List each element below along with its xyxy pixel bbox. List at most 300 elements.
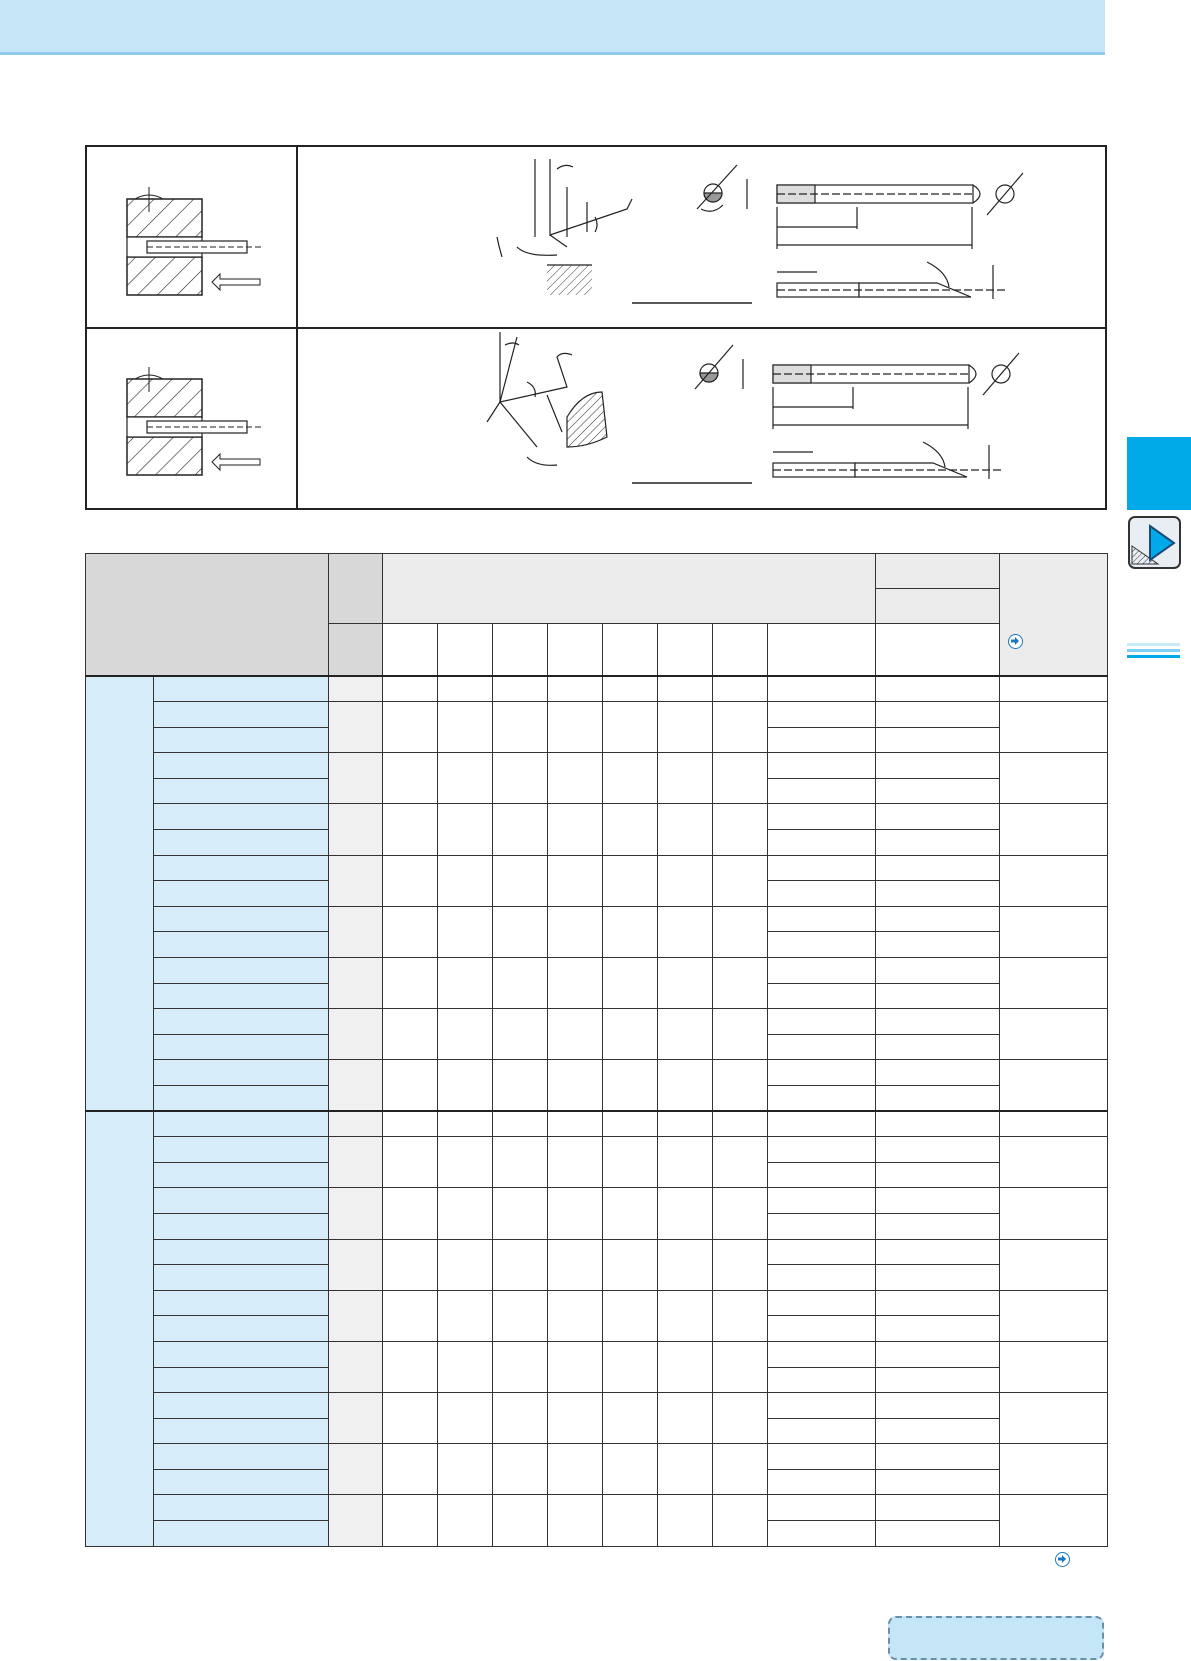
data-cell <box>383 753 438 804</box>
data-cell <box>768 1469 876 1495</box>
data-cell <box>493 1111 548 1137</box>
holder-cell <box>1000 702 1108 753</box>
table-row <box>86 804 1108 830</box>
table-row <box>86 676 1108 702</box>
data-cell <box>548 1290 603 1341</box>
data-cell <box>603 1444 658 1495</box>
data-cell <box>768 727 876 753</box>
data-cell <box>603 906 658 957</box>
data-cell <box>768 1367 876 1393</box>
holder-cell <box>1000 906 1108 957</box>
holder-cell <box>1000 804 1108 855</box>
data-cell <box>383 1009 438 1060</box>
tool-views-1 <box>697 165 1023 299</box>
header-dim-col <box>658 624 713 676</box>
data-cell <box>438 676 493 702</box>
data-cell <box>548 676 603 702</box>
sub-item-cell <box>154 702 329 728</box>
data-cell <box>658 676 713 702</box>
data-cell <box>768 753 876 779</box>
data-cell <box>383 676 438 702</box>
data-cell <box>768 932 876 958</box>
grade-cell <box>329 1239 383 1290</box>
workpiece-drawing-1 <box>127 187 262 295</box>
data-cell <box>658 906 713 957</box>
data-cell <box>548 1239 603 1290</box>
data-cell <box>493 1009 548 1060</box>
data-cell <box>658 1111 713 1137</box>
data-cell <box>713 1495 768 1547</box>
data-cell <box>603 702 658 753</box>
tool-drawings <box>87 147 1105 508</box>
grade-cell <box>329 1188 383 1239</box>
sub-item-cell <box>154 1239 329 1265</box>
data-cell <box>383 958 438 1009</box>
data-cell <box>876 1162 1000 1188</box>
header-stock <box>876 554 1000 589</box>
data-cell <box>493 753 548 804</box>
data-cell <box>493 1341 548 1392</box>
data-cell <box>438 1495 493 1547</box>
tip-detail-2 <box>487 332 752 483</box>
data-cell <box>383 1495 438 1547</box>
data-cell <box>493 1290 548 1341</box>
header-dim-col <box>383 624 438 676</box>
grade-cell <box>329 1111 383 1137</box>
data-cell <box>438 1393 493 1444</box>
data-cell <box>658 753 713 804</box>
header-stock-sub <box>876 589 1000 624</box>
data-cell <box>768 676 876 702</box>
play-triangle-icon[interactable] <box>1128 516 1181 569</box>
data-cell <box>768 881 876 907</box>
data-cell <box>383 906 438 957</box>
data-cell <box>876 1085 1000 1111</box>
data-cell <box>438 1290 493 1341</box>
sub-item-cell <box>154 1367 329 1393</box>
data-cell <box>383 1341 438 1392</box>
data-cell <box>876 753 1000 779</box>
sub-item-cell <box>154 855 329 881</box>
data-cell <box>768 1290 876 1316</box>
data-cell <box>438 702 493 753</box>
data-cell <box>768 958 876 984</box>
arrow-right-circle-icon[interactable] <box>1008 634 1023 649</box>
tip-detail-1 <box>497 159 752 303</box>
data-cell <box>383 1393 438 1444</box>
sub-item-cell <box>154 932 329 958</box>
data-cell <box>438 1239 493 1290</box>
data-cell <box>876 702 1000 728</box>
data-cell <box>876 855 1000 881</box>
grade-cell <box>329 753 383 804</box>
sub-item-cell <box>154 1393 329 1419</box>
header-dim-col <box>493 624 548 676</box>
data-cell <box>768 778 876 804</box>
sub-item-cell <box>154 1521 329 1547</box>
grade-cell <box>329 1393 383 1444</box>
group-b-label <box>86 1111 154 1546</box>
data-cell <box>713 1341 768 1392</box>
data-cell <box>438 1137 493 1188</box>
data-cell <box>768 983 876 1009</box>
sub-item-cell <box>154 1009 329 1035</box>
data-cell <box>548 906 603 957</box>
sub-item-cell <box>154 906 329 932</box>
data-cell <box>768 1060 876 1086</box>
data-cell <box>713 1188 768 1239</box>
holder-cell <box>1000 1239 1108 1290</box>
grade-cell <box>329 804 383 855</box>
data-cell <box>548 1341 603 1392</box>
data-cell <box>713 1444 768 1495</box>
table-row <box>86 1239 1108 1265</box>
table-row <box>86 906 1108 932</box>
data-cell <box>713 1060 768 1111</box>
data-cell <box>493 1239 548 1290</box>
grade-cell <box>329 676 383 702</box>
data-cell <box>658 1495 713 1547</box>
sub-item-cell <box>154 1495 329 1521</box>
data-cell <box>603 1495 658 1547</box>
sub-item-cell <box>154 1111 329 1137</box>
data-cell <box>493 906 548 957</box>
grade-cell <box>329 906 383 957</box>
table-row <box>86 1111 1108 1137</box>
data-cell <box>548 1444 603 1495</box>
data-cell <box>876 1290 1000 1316</box>
sub-item-cell <box>154 1060 329 1086</box>
data-cell <box>876 932 1000 958</box>
holder-cell <box>1000 1060 1108 1111</box>
data-cell <box>713 1137 768 1188</box>
data-cell <box>438 1111 493 1137</box>
table-row <box>86 1009 1108 1035</box>
data-cell <box>713 676 768 702</box>
sub-item-cell <box>154 1341 329 1367</box>
data-cell <box>658 1137 713 1188</box>
data-cell <box>383 1060 438 1111</box>
data-cell <box>876 778 1000 804</box>
header-dim-col <box>713 624 768 676</box>
data-cell <box>876 1009 1000 1035</box>
sub-item-cell <box>154 753 329 779</box>
sub-item-cell <box>154 1316 329 1342</box>
grade-cell <box>329 1444 383 1495</box>
data-cell <box>493 804 548 855</box>
data-cell <box>768 1495 876 1521</box>
data-cell <box>876 1444 1000 1470</box>
data-cell <box>713 958 768 1009</box>
data-cell <box>876 1418 1000 1444</box>
data-cell <box>493 702 548 753</box>
data-cell <box>383 1188 438 1239</box>
header-dimensions <box>383 554 876 624</box>
data-cell <box>658 1060 713 1111</box>
data-cell <box>768 804 876 830</box>
sub-item-cell <box>154 676 329 702</box>
data-cell <box>876 676 1000 702</box>
data-cell <box>876 958 1000 984</box>
data-cell <box>713 702 768 753</box>
table-row <box>86 753 1108 779</box>
data-cell <box>876 1393 1000 1419</box>
header-stock-col <box>876 624 1000 676</box>
data-cell <box>383 855 438 906</box>
header-grade <box>329 554 383 624</box>
sub-item-cell <box>154 1418 329 1444</box>
data-cell <box>438 958 493 1009</box>
table-row <box>86 1495 1108 1521</box>
data-cell <box>1000 1111 1108 1137</box>
data-cell <box>548 855 603 906</box>
data-cell <box>493 1137 548 1188</box>
data-cell <box>603 1060 658 1111</box>
holder-cell <box>1000 1188 1108 1239</box>
data-cell <box>876 1316 1000 1342</box>
holder-cell <box>1000 1495 1108 1547</box>
data-cell <box>713 1239 768 1290</box>
data-cell <box>713 855 768 906</box>
next-page-arrow-icon[interactable] <box>1055 1552 1070 1567</box>
header-dim-col <box>548 624 603 676</box>
data-cell <box>876 881 1000 907</box>
data-cell <box>876 906 1000 932</box>
data-cell <box>876 1367 1000 1393</box>
data-cell <box>383 804 438 855</box>
data-cell <box>383 1137 438 1188</box>
data-cell <box>1000 676 1108 702</box>
data-cell <box>768 1137 876 1163</box>
grade-cell <box>329 1060 383 1111</box>
data-cell <box>876 1469 1000 1495</box>
data-cell <box>603 1137 658 1188</box>
sub-item-cell <box>154 727 329 753</box>
sub-item-cell <box>154 1085 329 1111</box>
data-cell <box>383 1111 438 1137</box>
data-cell <box>493 958 548 1009</box>
data-cell <box>768 1521 876 1547</box>
grade-cell <box>329 1495 383 1547</box>
data-cell <box>876 1265 1000 1291</box>
grade-cell <box>329 1290 383 1341</box>
data-cell <box>548 1188 603 1239</box>
data-cell <box>713 1111 768 1137</box>
data-cell <box>876 1239 1000 1265</box>
holder-cell <box>1000 1393 1108 1444</box>
sub-item-cell <box>154 1034 329 1060</box>
sub-item-cell <box>154 958 329 984</box>
data-cell <box>603 753 658 804</box>
data-cell <box>658 855 713 906</box>
workpiece-drawing-2 <box>127 367 262 475</box>
table-row <box>86 1188 1108 1214</box>
table-row <box>86 958 1108 984</box>
data-cell <box>438 1341 493 1392</box>
data-cell <box>548 1495 603 1547</box>
data-cell <box>493 1495 548 1547</box>
data-cell <box>658 1341 713 1392</box>
data-cell <box>876 804 1000 830</box>
sub-item-cell <box>154 804 329 830</box>
data-cell <box>876 1521 1000 1547</box>
header-grade-sub <box>329 624 383 676</box>
data-cell <box>768 906 876 932</box>
data-cell <box>876 983 1000 1009</box>
data-cell <box>768 855 876 881</box>
data-cell <box>658 958 713 1009</box>
sub-item-cell <box>154 778 329 804</box>
data-cell <box>603 1290 658 1341</box>
data-cell <box>603 1341 658 1392</box>
data-cell <box>438 906 493 957</box>
data-cell <box>876 1137 1000 1163</box>
data-cell <box>493 1444 548 1495</box>
tool-views-2 <box>695 345 1019 479</box>
data-cell <box>603 1111 658 1137</box>
data-cell <box>768 1009 876 1035</box>
data-cell <box>658 804 713 855</box>
data-cell <box>383 702 438 753</box>
data-cell <box>438 855 493 906</box>
sub-item-cell <box>154 1290 329 1316</box>
data-cell <box>876 1213 1000 1239</box>
data-cell <box>713 753 768 804</box>
data-cell <box>603 1239 658 1290</box>
data-cell <box>876 1341 1000 1367</box>
data-cell <box>603 958 658 1009</box>
data-cell <box>768 1444 876 1470</box>
holder-cell <box>1000 855 1108 906</box>
data-cell <box>548 753 603 804</box>
sub-item-cell <box>154 1162 329 1188</box>
data-cell <box>768 702 876 728</box>
data-cell <box>876 1188 1000 1214</box>
data-cell <box>768 1418 876 1444</box>
data-cell <box>548 804 603 855</box>
data-cell <box>493 1393 548 1444</box>
data-cell <box>383 1239 438 1290</box>
data-cell <box>493 676 548 702</box>
holder-cell <box>1000 753 1108 804</box>
header-dim-col-wide <box>768 624 876 676</box>
data-cell <box>876 830 1000 856</box>
data-cell <box>493 1188 548 1239</box>
data-cell <box>493 855 548 906</box>
tool-illustration-frame <box>85 145 1107 510</box>
grade-cell <box>329 702 383 753</box>
data-cell <box>548 1009 603 1060</box>
data-cell <box>603 676 658 702</box>
data-cell <box>768 830 876 856</box>
sub-item-cell <box>154 1469 329 1495</box>
grade-cell <box>329 1341 383 1392</box>
data-cell <box>658 1444 713 1495</box>
header-band <box>0 0 1105 55</box>
holder-cell <box>1000 1137 1108 1188</box>
data-cell <box>438 753 493 804</box>
data-cell <box>658 1393 713 1444</box>
data-cell <box>768 1085 876 1111</box>
data-cell <box>603 804 658 855</box>
data-cell <box>713 1009 768 1060</box>
data-cell <box>713 1290 768 1341</box>
data-cell <box>768 1162 876 1188</box>
data-cell <box>548 1111 603 1137</box>
sub-item-cell <box>154 830 329 856</box>
data-cell <box>768 1265 876 1291</box>
specification-table <box>85 553 1108 1547</box>
data-cell <box>768 1213 876 1239</box>
data-cell <box>548 1137 603 1188</box>
data-cell <box>768 1188 876 1214</box>
sub-item-cell <box>154 1213 329 1239</box>
data-cell <box>713 1393 768 1444</box>
data-cell <box>548 702 603 753</box>
data-cell <box>438 1444 493 1495</box>
holder-cell <box>1000 1290 1108 1341</box>
sub-item-cell <box>154 1265 329 1291</box>
data-cell <box>876 1060 1000 1086</box>
sub-item-cell <box>154 1188 329 1214</box>
table-row <box>86 1393 1108 1419</box>
data-cell <box>603 1009 658 1060</box>
table-row <box>86 1137 1108 1163</box>
data-cell <box>713 804 768 855</box>
header-item <box>86 554 329 676</box>
sub-item-cell <box>154 983 329 1009</box>
data-cell <box>548 958 603 1009</box>
table-row <box>86 702 1108 728</box>
section-tab[interactable] <box>1127 437 1191 510</box>
data-cell <box>876 727 1000 753</box>
data-cell <box>658 1239 713 1290</box>
table-row <box>86 855 1108 881</box>
data-cell <box>768 1111 876 1137</box>
sub-item-cell <box>154 1137 329 1163</box>
side-stripes <box>1127 643 1180 661</box>
data-cell <box>876 1495 1000 1521</box>
data-cell <box>438 1009 493 1060</box>
table-row <box>86 1444 1108 1470</box>
data-cell <box>658 1009 713 1060</box>
data-cell <box>548 1060 603 1111</box>
header-dim-col <box>438 624 493 676</box>
holder-cell <box>1000 958 1108 1009</box>
data-cell <box>603 855 658 906</box>
data-cell <box>548 1393 603 1444</box>
table-row <box>86 1060 1108 1086</box>
data-cell <box>768 1034 876 1060</box>
data-cell <box>658 702 713 753</box>
data-cell <box>438 1188 493 1239</box>
header-dim-col <box>603 624 658 676</box>
header-holder <box>1000 554 1108 676</box>
holder-cell <box>1000 1444 1108 1495</box>
data-cell <box>713 906 768 957</box>
holder-cell <box>1000 1009 1108 1060</box>
data-cell <box>603 1393 658 1444</box>
sub-item-cell <box>154 1444 329 1470</box>
footer-page-box <box>888 1616 1104 1660</box>
holder-cell <box>1000 1341 1108 1392</box>
data-cell <box>768 1239 876 1265</box>
group-a-label <box>86 676 154 1111</box>
data-cell <box>876 1111 1000 1137</box>
data-cell <box>438 804 493 855</box>
sub-item-cell <box>154 881 329 907</box>
grade-cell <box>329 958 383 1009</box>
